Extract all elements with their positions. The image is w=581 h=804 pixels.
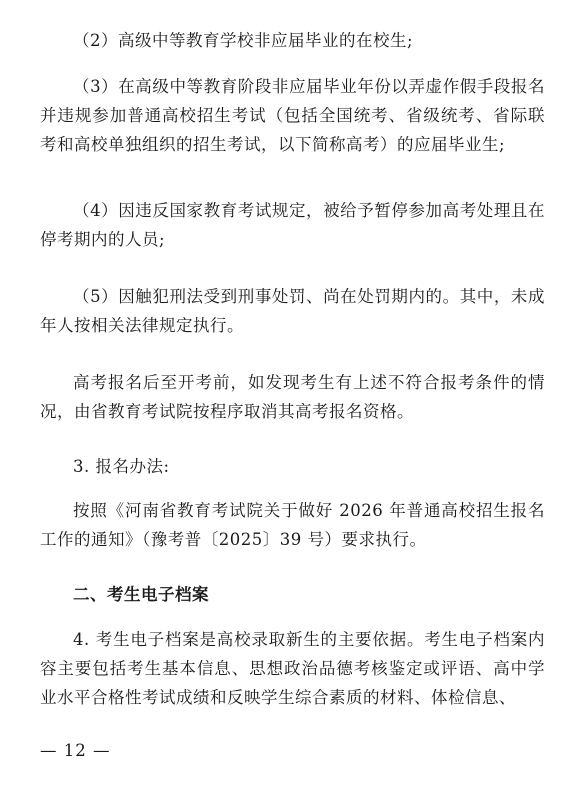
section-heading: 二、考生电子档案: [73, 585, 209, 604]
paragraph-electronic-archive: 4. 考生电子档案是高校录取新生的主要依据。考生电子档案内容主要包括考生基本信息、思想政治品德考核鉴定或评语、高中学业水平合格性考试成绩和反映学生综合素质的材料、体检信息、: [40, 630, 545, 707]
paragraph-registration-method-label: 3. 报名办法:: [73, 457, 170, 476]
paragraph-item-3: （3）在高级中等教育阶段非应届毕业年份以弄虚作假手段报名并违规参加普通高校招生考试（包括全国统考、省级统考、省际联考和高校单独组织的招生考试，以下简称高考）的应届毕业生;: [40, 77, 545, 154]
paragraph-item-2: （2）高级中等教育学校非应届毕业的在校生;: [73, 31, 414, 50]
paragraph-item-4: （4）因违反国家教育考试规定，被给予暂停参加高考处理且在停考期内的人员;: [40, 201, 545, 249]
paragraph-registration-method: 按照《河南省教育考试院关于做好 2026 年普通高校招生报名工作的通知》（豫考普〔2025〕39 号）要求执行。: [40, 501, 545, 549]
page-number: — 12 —: [40, 741, 111, 760]
paragraph-disqualification: 高考报名后至开考前，如发现考生有上述不符合报考条件的情况，由省教育考试院按程序取消其高考报名资格。: [40, 373, 545, 421]
paragraph-item-5: （5）因触犯刑法受到刑事处罚、尚在处罚期内的。其中，未成年人按相关法律规定执行。: [40, 287, 545, 335]
